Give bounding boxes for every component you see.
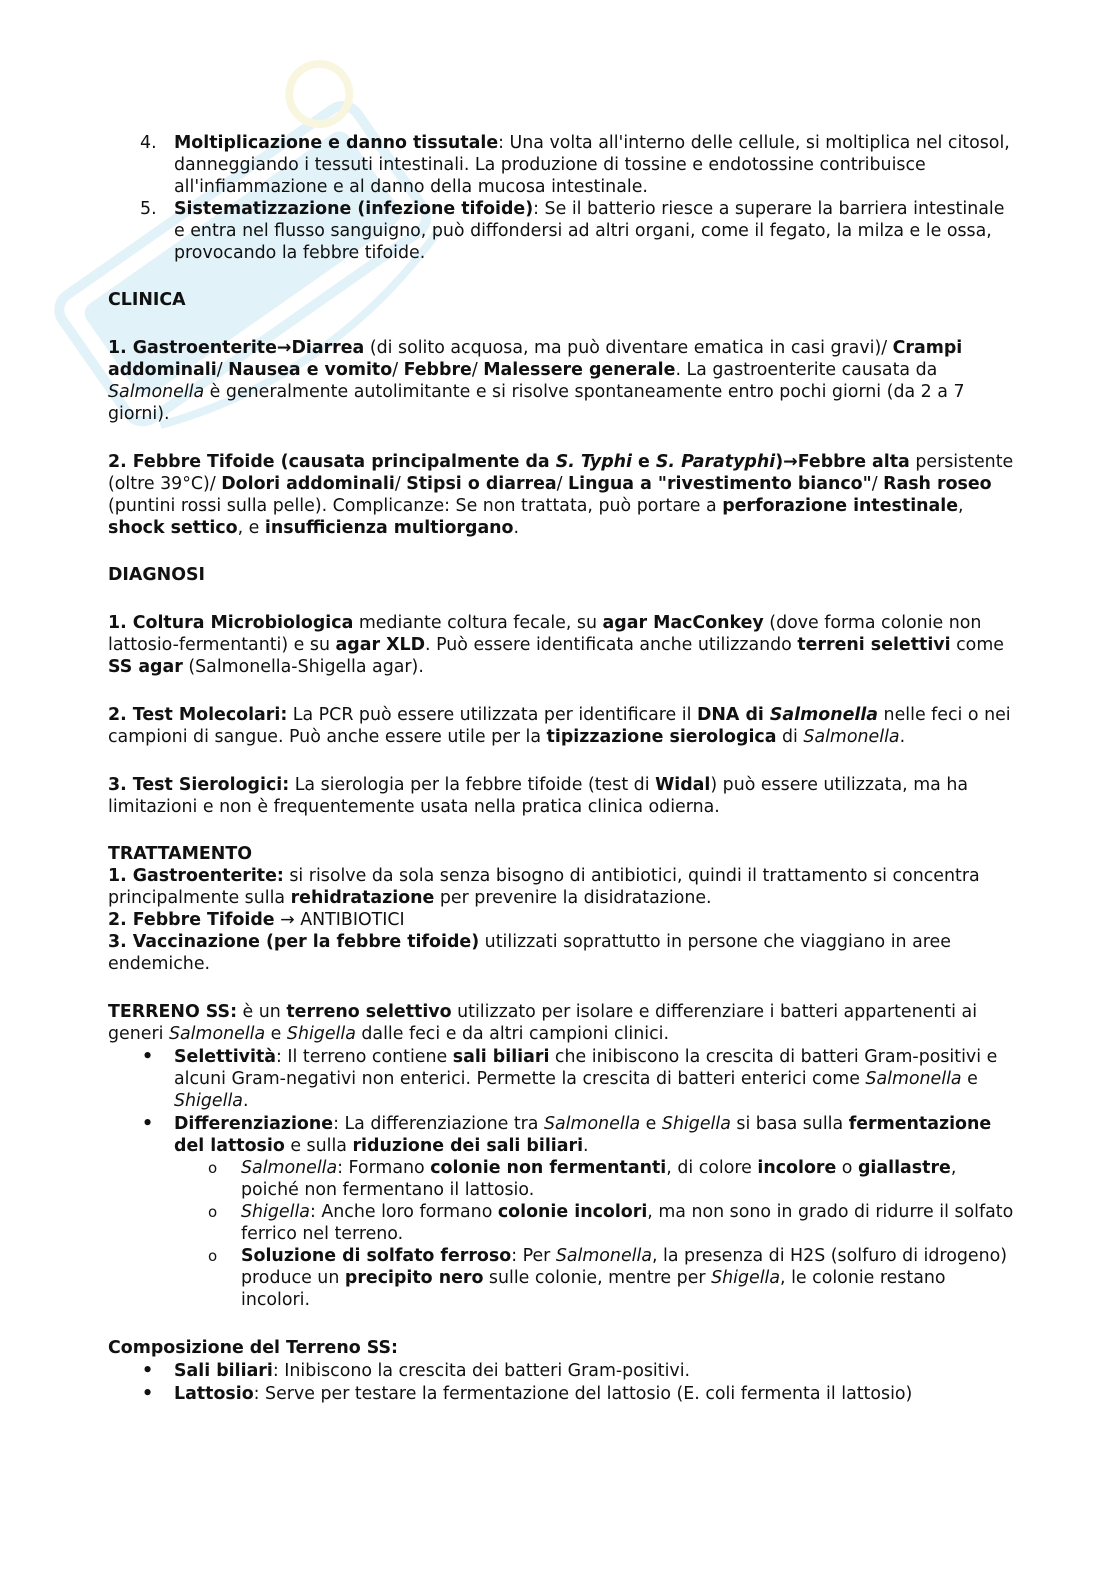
bullet-icon: •	[142, 1361, 154, 1381]
list-item-title: Moltiplicazione e danno tissutale	[174, 133, 499, 153]
list-item	[108, 132, 1018, 198]
trattamento-item: 3. Vaccinazione (per la febbre tifoide) utilizzati soprattutto in persone che viaggiano in aree endemiche.	[108, 932, 951, 974]
circle-bullet-icon: o	[208, 1159, 218, 1177]
section-heading-composizione: Composizione del Terreno SS:	[108, 1338, 398, 1358]
list-item-text: : Se il batterio riesce a superare la barriera intestinale e entra nel flusso sanguigno, può diffondersi ad altri organi, come il fegato, la milza e le ossa, provocando la febbre tifoide.	[174, 199, 1005, 263]
bullet-icon: •	[142, 1114, 154, 1134]
sub-list-item: o Soluzione di solfato ferroso: Per Salmonella, la presenza di H2S (solfuro di idrogeno) produce un precipito nero sulle colonie, mentre per Shigella, le colonie restano incolori.	[208, 1246, 1008, 1310]
bullet-icon: •	[142, 1047, 154, 1067]
section-heading-diagnosi: DIAGNOSI	[108, 565, 205, 585]
bullet-icon: •	[142, 1384, 154, 1404]
list-item: • Lattosio: Serve per testare la fermentazione del lattosio (E. coli fermenta il lattosio)	[142, 1384, 913, 1404]
circle-bullet-icon: o	[208, 1247, 218, 1265]
trattamento-item: 1. Gastroenterite: si risolve da sola senza bisogno di antibiotici, quindi il trattamento si concentra principalmente sulla rehidratazione per prevenire la disidratazione.	[108, 866, 980, 908]
arrow-icon: →	[274, 910, 301, 930]
list-number: 5.	[140, 199, 157, 219]
list-item: • Sali biliari: Inibiscono la crescita dei batteri Gram-positivi.	[142, 1361, 691, 1381]
sub-list	[174, 1157, 1018, 1311]
clinica-gastroenterite: 1. Gastroenterite→Diarrea (di solito acquosa, ma può diventare ematica in casi gravi)/ Crampi addominali/ Nausea e vomito/ Febbre/ Malessere generale. La gastroenterite causata da Salmonella è generalmente autolimitante e si risolve spontaneamente entro pochi giorni (da 2 a 7 giorni).	[108, 338, 965, 424]
list-number: 4.	[140, 133, 157, 153]
trattamento-item: 2. Febbre Tifoide → ANTIBIOTICI	[108, 910, 405, 930]
terreno-ss-list	[108, 1046, 1018, 1311]
section-heading-clinica: CLINICA	[108, 290, 186, 310]
diagnosi-coltura: 1. Coltura Microbiologica mediante coltura fecale, su agar MacConkey (dove forma colonie non lattosio-fermentanti) e su agar XLD. Può essere identificata anche utilizzando terreni selettivi come SS agar (Salmonella-Shigella agar).	[108, 613, 1004, 677]
circle-bullet-icon: o	[208, 1203, 218, 1221]
arrow-icon: →	[783, 452, 798, 472]
list-item-text: : Una volta all'interno delle cellule, si moltiplica nel citosol, danneggiando i tessuti intestinali. La produzione di tossine e endotossine contribuisce all'infiammazione e al danno della mucosa intestinale.	[174, 133, 1010, 197]
terreno-ss-intro: TERRENO SS: è un terreno selettivo utilizzato per isolare e differenziare i batteri appartenenti ai generi Salmonella e Shigella dalle feci e da altri campioni clinici.	[108, 1002, 978, 1044]
arrow-icon: →	[276, 338, 292, 358]
document-page	[108, 132, 1018, 1405]
composizione-list	[108, 1360, 1018, 1405]
sub-list-item: o Salmonella: Formano colonie non fermentanti, di colore incolore o giallastre, poiché non fermentano il lattosio.	[208, 1158, 957, 1200]
diagnosi-molecolari: 2. Test Molecolari: La PCR può essere utilizzata per identificare il DNA di Salmonella nelle feci o nei campioni di sangue. Può anche essere utile per la tipizzazione sierologica di Salmonella.	[108, 705, 1011, 747]
clinica-febbre-tifoide: 2. Febbre Tifoide (causata principalmente da S. Typhi e S. Paratyphi)→Febbre alta persistente (oltre 39°C)/ Dolori addominali/ Stipsi o diarrea/ Lingua a "rivestimento bianco"/ Rash roseo (puntini rossi sulla pelle). Complicanze: Se non trattata, può portare a perforazione intestinale, shock settico, e insufficienza multiorgano.	[108, 452, 1014, 538]
list-item	[108, 198, 1018, 264]
sub-list-item: o Shigella: Anche loro formano colonie incolori, ma non sono in grado di ridurre il solfato ferrico nel terreno.	[208, 1202, 1014, 1244]
list-item-title: Sistematizzazione (infezione tifoide)	[174, 199, 534, 219]
list-item: • Differenziazione: La differenziazione tra Salmonella e Shigella si basa sulla fermentazione del lattosio e sulla riduzione dei sali biliari. o Salmonella: Formano colonie non fermentanti, di colore incolore o giallastre, poiché non fermentano il lattosio. o Shigella: Anche loro formano colonie incolori, ma non sono in grado di ridurre il solfato ferrico nel terreno. o Soluzione di solfato ferroso: Per Salmonella, la presenza di H2S (solfuro di idrogeno) produce un precipito nero sulle colonie, mentre per Shigella, le colonie restano incolori.	[108, 1113, 1018, 1311]
diagnosi-sierologici: 3. Test Sierologici: La sierologia per la febbre tifoide (test di Widal) può essere utilizzata, ma ha limitazioni e non è frequentemente usata nella pratica clinica odierna.	[108, 775, 969, 817]
list-item: • Selettività: Il terreno contiene sali biliari che inibiscono la crescita di batteri Gram-positivi e alcuni Gram-negativi non enterici. Permette la crescita di batteri enterici come Salmonella e Shigella.	[142, 1047, 998, 1111]
section-heading-trattamento: TRATTAMENTO	[108, 844, 252, 864]
process-list	[108, 132, 1018, 264]
